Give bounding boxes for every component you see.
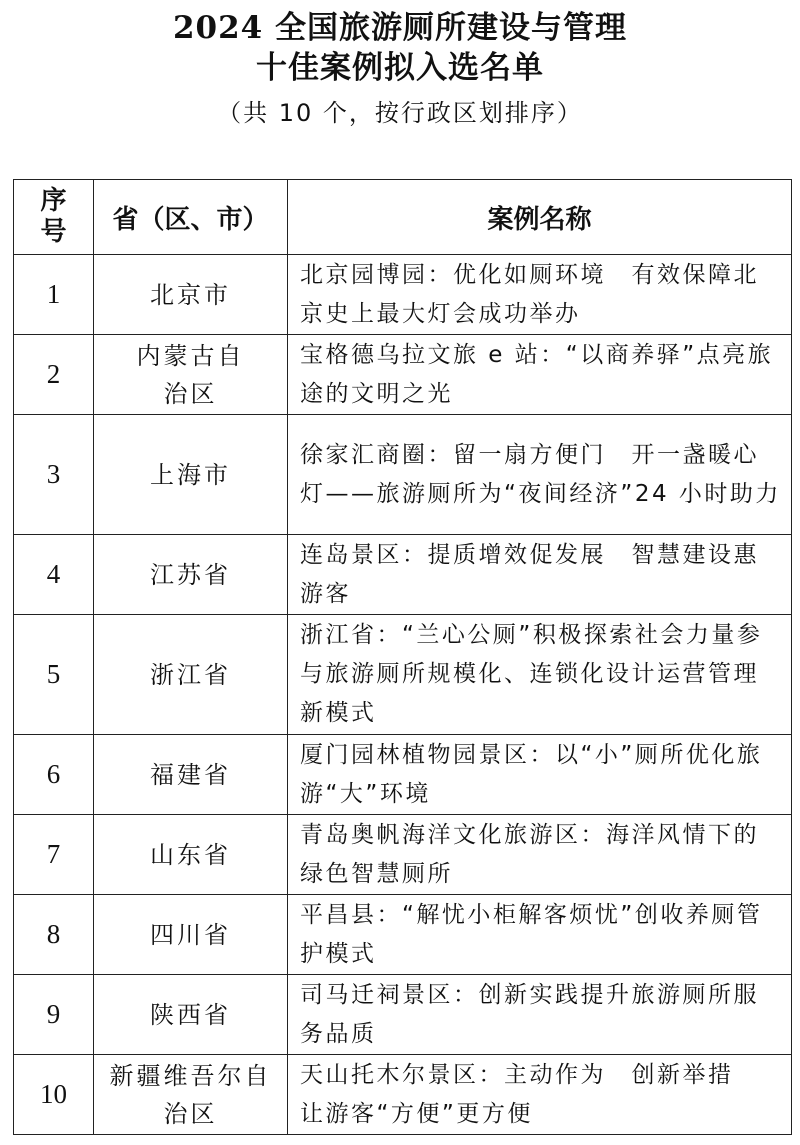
table-header-row bbox=[14, 180, 792, 255]
row-number: 7 bbox=[14, 815, 94, 895]
row-province: 江苏省 bbox=[94, 535, 288, 615]
column-header-number-line1: 序 bbox=[40, 186, 67, 216]
subtitle: （共 10 个，按行政区划排序） bbox=[217, 99, 583, 127]
row-number: 8 bbox=[14, 895, 94, 975]
row-number: 6 bbox=[14, 735, 94, 815]
table-row bbox=[14, 255, 792, 335]
table-row bbox=[14, 615, 792, 735]
row-province: 陕西省 bbox=[94, 975, 288, 1055]
row-case-name: 司马迁祠景区：创新实践提升旅游厕所服务品质 bbox=[288, 975, 792, 1055]
row-case-name: 浙江省：“兰心公厕”积极探索社会力量参与旅游厕所规模化、连锁化设计运营管理新模式 bbox=[288, 615, 792, 735]
row-province: 新疆维吾尔自治区 bbox=[94, 1055, 288, 1135]
row-case-name: 平昌县：“解忧小柜解客烦忧”创收养厕管护模式 bbox=[288, 895, 792, 975]
row-number: 5 bbox=[14, 615, 94, 735]
table-row bbox=[14, 815, 792, 895]
row-number: 1 bbox=[14, 255, 94, 335]
table-row bbox=[14, 975, 792, 1055]
row-province: 福建省 bbox=[94, 735, 288, 815]
row-province: 北京市 bbox=[94, 255, 288, 335]
row-number: 9 bbox=[14, 975, 94, 1055]
row-case-name: 青岛奥帆海洋文化旅游区：海洋风情下的绿色智慧厕所 bbox=[288, 815, 792, 895]
row-case-name: 天山托木尔景区：主动作为 创新举措 让游客“方便”更方便 bbox=[288, 1055, 792, 1135]
column-header-case: 案例名称 bbox=[288, 180, 792, 255]
title-line-2: 十佳案例拟入选名单 bbox=[256, 50, 544, 86]
column-header-number-line2: 号 bbox=[40, 217, 67, 247]
row-number: 10 bbox=[14, 1055, 94, 1135]
row-case-name: 徐家汇商圈：留一扇方便门 开一盏暖心灯——旅游厕所为“夜间经济”24 小时助力 bbox=[288, 415, 792, 535]
table-row bbox=[14, 535, 792, 615]
table-row bbox=[14, 735, 792, 815]
document-header bbox=[0, 0, 800, 130]
row-province: 浙江省 bbox=[94, 615, 288, 735]
table-row bbox=[14, 335, 792, 415]
selection-table bbox=[13, 179, 792, 1135]
row-province: 山东省 bbox=[94, 815, 288, 895]
row-number: 3 bbox=[14, 415, 94, 535]
row-case-name: 连岛景区：提质增效促发展 智慧建设惠游客 bbox=[288, 535, 792, 615]
table-row bbox=[14, 415, 792, 535]
table-row bbox=[14, 895, 792, 975]
row-number: 4 bbox=[14, 535, 94, 615]
row-province: 内蒙古自治区 bbox=[94, 335, 288, 415]
title-line-1: 2024 全国旅游厕所建设与管理 bbox=[172, 10, 628, 46]
row-case-name: 厦门园林植物园景区：以“小”厕所优化旅游“大”环境 bbox=[288, 735, 792, 815]
row-case-name: 北京园博园：优化如厕环境 有效保障北京史上最大灯会成功举办 bbox=[288, 255, 792, 335]
column-header-number bbox=[14, 180, 94, 255]
row-province: 四川省 bbox=[94, 895, 288, 975]
column-header-province: 省（区、市） bbox=[94, 180, 288, 255]
row-province: 上海市 bbox=[94, 415, 288, 535]
row-number: 2 bbox=[14, 335, 94, 415]
row-case-name: 宝格德乌拉文旅 e 站：“以商养驿”点亮旅途的文明之光 bbox=[288, 335, 792, 415]
table-row bbox=[14, 1055, 792, 1135]
